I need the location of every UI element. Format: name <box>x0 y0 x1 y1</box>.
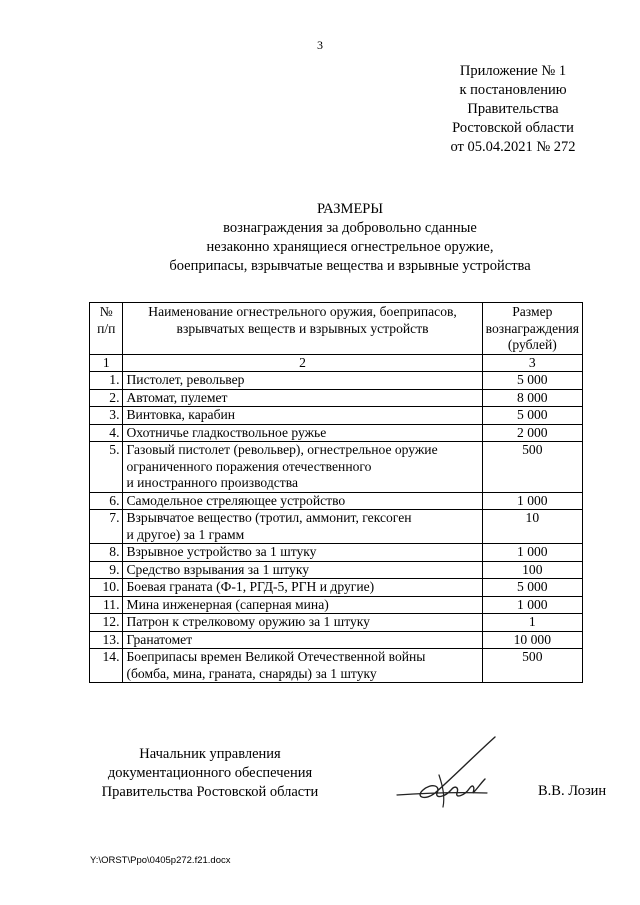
header-num-line: № <box>99 304 113 319</box>
title-line: незаконно хранящиеся огнестрельное оружие, <box>206 239 494 255</box>
column-index: 2 <box>123 354 482 372</box>
signer-position-line: документационного обеспечения <box>107 765 313 781</box>
row-item-name-line: Средство взрывания за 1 штуку <box>126 561 310 577</box>
row-item-name-line: Винтовка, карабин <box>126 407 236 422</box>
handwritten-signature <box>395 735 510 810</box>
row-number: 3. <box>90 407 123 425</box>
row-number: 1. <box>90 372 123 390</box>
row-reward-amount: 5 000 <box>482 579 582 597</box>
row-item-name <box>123 649 482 683</box>
row-item-name-line: Пистолет, револьвер <box>126 372 245 387</box>
appendix-line: от 05.04.2021 № 272 <box>450 139 576 155</box>
table-row <box>90 424 583 442</box>
row-item-name <box>123 510 482 544</box>
row-reward-amount: 5 000 <box>482 372 582 390</box>
signer-position <box>60 745 360 802</box>
row-item-name-line: Газовый пистолет (револьвер), огнестрельное оружие <box>126 442 438 457</box>
row-item-name <box>123 389 482 407</box>
row-item-name <box>123 614 482 632</box>
rewards-table <box>89 302 583 683</box>
header-name <box>123 303 482 355</box>
row-number: 11. <box>90 596 123 614</box>
header-num <box>90 303 123 355</box>
row-reward-amount: 8 000 <box>482 389 582 407</box>
table-header-row <box>90 303 583 355</box>
row-number: 2. <box>90 389 123 407</box>
row-item-name <box>123 561 482 579</box>
table-row <box>90 442 583 493</box>
row-item-name-line: Патрон к стрелковому оружию за 1 штуку <box>126 614 370 629</box>
footer-file-path: Y:\ORST\Ppo\0405p272.f21.docx <box>90 855 231 866</box>
appendix-line: Ростовской области <box>452 120 574 136</box>
table-row <box>90 407 583 425</box>
row-item-name <box>123 372 482 390</box>
row-item-name-line: ограниченного поражения отечественного <box>126 458 372 474</box>
header-amount-line: (рублей) <box>507 337 557 352</box>
row-item-name <box>123 596 482 614</box>
row-item-name-line: Автомат, пулемет <box>126 389 228 405</box>
row-number: 14. <box>90 649 123 683</box>
row-item-name-line: и иностранного производства <box>126 475 298 490</box>
table-row <box>90 561 583 579</box>
column-index: 3 <box>482 354 582 372</box>
row-reward-amount: 1 000 <box>482 596 582 614</box>
row-item-name <box>123 407 482 425</box>
row-number: 5. <box>90 442 123 493</box>
row-number: 13. <box>90 631 123 649</box>
row-item-name-line: Боевая граната (Ф-1, РГД-5, РГН и другие) <box>126 579 375 594</box>
title-line: боеприпасы, взрывчатые вещества и взрывные устройства <box>169 258 531 274</box>
header-amount-line: Размер <box>512 304 553 319</box>
document-title <box>0 200 640 276</box>
row-item-name-line: Самодельное стреляющее устройство <box>126 492 346 508</box>
page-number: 3 <box>317 38 323 52</box>
table-row <box>90 649 583 683</box>
header-name-line: Наименование огнестрельного оружия, боеприпасов, <box>148 304 457 319</box>
header-amount <box>482 303 582 355</box>
table-row <box>90 492 583 510</box>
row-item-name-line: (бомба, мина, граната, снаряды) за 1 штуку <box>126 665 377 681</box>
appendix-block <box>400 62 626 157</box>
row-reward-amount: 10 000 <box>482 631 582 649</box>
header-num-line: п/п <box>97 320 116 336</box>
column-index-row <box>90 354 583 372</box>
row-number: 7. <box>90 510 123 544</box>
row-reward-amount: 500 <box>482 649 582 683</box>
row-item-name-line: Мина инженерная (саперная мина) <box>126 596 329 612</box>
row-number: 10. <box>90 579 123 597</box>
signer-position-line: Правительства Ростовской области <box>101 784 319 800</box>
row-reward-amount: 1 000 <box>482 544 582 562</box>
row-reward-amount: 1 000 <box>482 492 582 510</box>
title-line: вознаграждения за добровольно сданные <box>223 220 477 236</box>
row-item-name-line: Боеприпасы времен Великой Отечественной войны <box>126 649 426 664</box>
table-row <box>90 389 583 407</box>
row-number: 6. <box>90 492 123 510</box>
table-row <box>90 579 583 597</box>
appendix-line: Приложение № 1 <box>459 63 567 79</box>
column-index: 1 <box>90 354 123 372</box>
row-reward-amount: 100 <box>482 561 582 579</box>
table-row <box>90 614 583 632</box>
header-amount-line: вознаграждения <box>485 320 579 336</box>
row-reward-amount: 2 000 <box>482 424 582 442</box>
table-body <box>90 372 583 683</box>
title-heading: РАЗМЕРЫ <box>316 201 384 217</box>
table-row <box>90 631 583 649</box>
row-item-name <box>123 492 482 510</box>
row-item-name-line: Гранатомет <box>126 631 193 647</box>
row-item-name-line: Взрывное устройство за 1 штуку <box>126 544 317 559</box>
row-item-name-line: Охотничье гладкоствольное ружье <box>126 424 327 440</box>
table-row <box>90 596 583 614</box>
row-reward-amount: 1 <box>482 614 582 632</box>
table-row <box>90 372 583 390</box>
row-item-name <box>123 442 482 493</box>
row-reward-amount: 500 <box>482 442 582 493</box>
row-item-name <box>123 579 482 597</box>
signer-position-line: Начальник управления <box>139 746 281 762</box>
row-number: 8. <box>90 544 123 562</box>
header-name-line: взрывчатых веществ и взрывных устройств <box>176 320 429 336</box>
row-reward-amount: 10 <box>482 510 582 544</box>
row-item-name <box>123 631 482 649</box>
row-item-name <box>123 424 482 442</box>
signer-name: В.В. Лозин <box>538 783 607 799</box>
row-number: 4. <box>90 424 123 442</box>
row-number: 9. <box>90 561 123 579</box>
row-number: 12. <box>90 614 123 632</box>
row-reward-amount: 5 000 <box>482 407 582 425</box>
appendix-line: к постановлению <box>459 82 567 98</box>
table-row <box>90 510 583 544</box>
row-item-name <box>123 544 482 562</box>
row-item-name-line: и другое) за 1 грамм <box>126 526 245 542</box>
row-item-name-line: Взрывчатое вещество (тротил, аммонит, гексоген <box>126 510 412 525</box>
appendix-line: Правительства <box>467 101 559 117</box>
table-row <box>90 544 583 562</box>
